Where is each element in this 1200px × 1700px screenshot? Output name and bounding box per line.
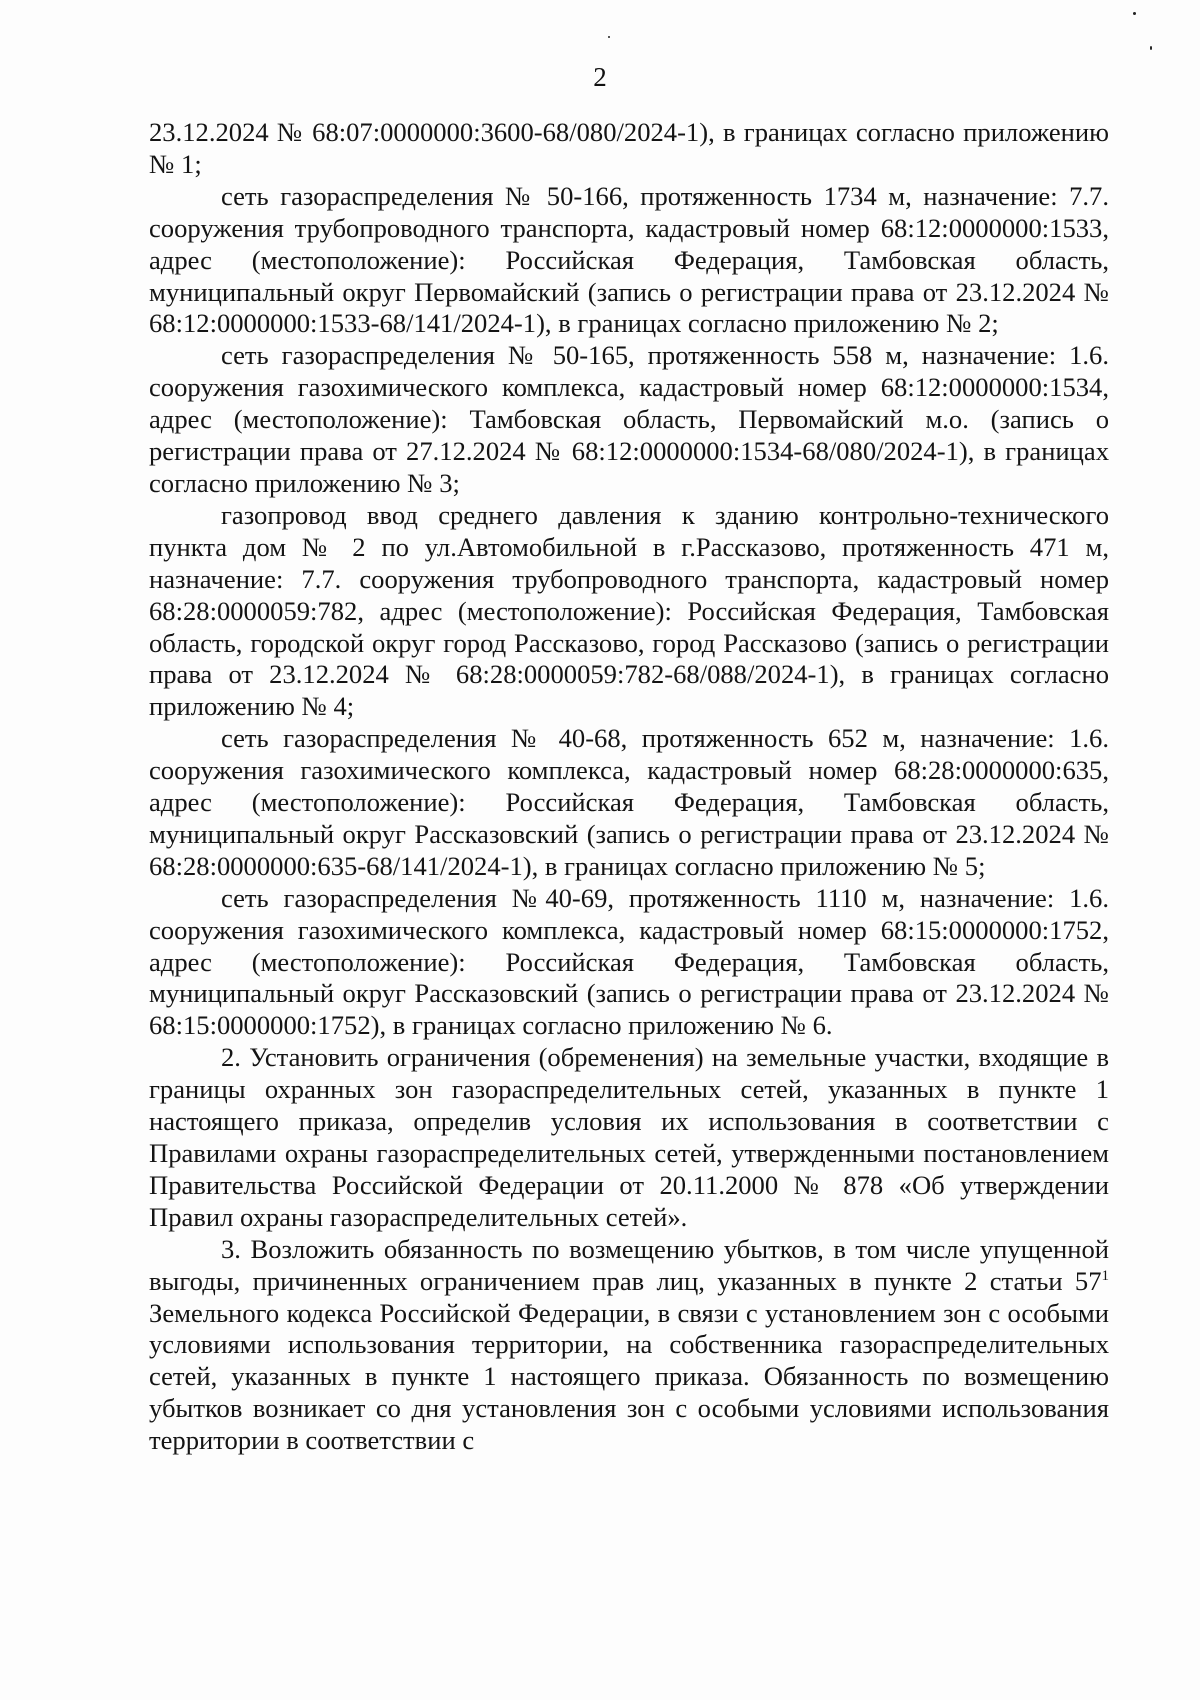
article-superscript: 1 [1101, 1267, 1109, 1284]
clause-3-text-end: Земельного кодекса Российской Федерации, в связи с установлением зон с особыми условиями использования территории, на собственника газораспределительных сетей, указанных в пункте 1 настоящего приказа. Обязанность по возмещению убытков возникает со дня установления зон с особыми условиями использования территории в соответствии с [149, 1297, 1109, 1456]
page-number: 2 [593, 62, 607, 92]
clause-3-text-start: 3. Возложить обязанность по возмещению убытков, в том числе упущенной выгоды, причиненных ограничением прав лиц, указанных в пункте 2 статьи 57 [149, 1233, 1109, 1296]
paragraph-clause-3 [149, 1234, 1109, 1457]
scan-speck [1133, 12, 1136, 15]
paragraph-gas-network-40-69: сеть газораспределения №40-69, протяженность 1110 м, назначение: 1.6. сооружения газохимического комплекса, кадастровый номер 68:15:0000000:1752, адрес (местоположение): Российская Федерация, Тамбовская область, муниципальный округ Рассказовский (запись о регистрации права от 23.12.2024 № 68:15:0000000:1752), в границах согласно приложению № 6. [149, 882, 1109, 1041]
document-body [149, 117, 1109, 1457]
paragraph-gas-network-40-68: сеть газораспределения № 40-68, протяженность 652 м, назначение: 1.6. сооружения газохимического комплекса, кадастровый номер 68:28:0000000:635, адрес (местоположение): Российская Федерация, Тамбовская область, муниципальный округ Рассказовский (запись о регистрации права от 23.12.2024 № 68:28:0000000:635-68/141/2024-1), в границах согласно приложению № 5; [149, 723, 1109, 881]
paragraph-continuation: 23.12.2024 № 68:07:0000000:3600-68/080/2024-1), в границах согласно приложению № 1; [149, 117, 1109, 179]
scan-speck [1150, 46, 1152, 50]
paragraph-clause-2: 2. Установить ограничения (обременения) на земельные участки, входящие в границы охранных зон газораспределительных сетей, указанных в пункте 1 настоящего приказа, определив условия их использования в соответствии с Правилами охраны газораспределительных сетей, утвержденными постановлением Правительства Российской Федерации от 20.11.2000 № 878 «Об утверждении Правил охраны газораспределительных сетей». [149, 1042, 1109, 1232]
paragraph-gas-pipeline-rasskazovo: газопровод ввод среднего давления к зданию контрольно-технического пункта дом № 2 по ул.Автомобильной в г.Рассказово, протяженность 471 м, назначение: 7.7. сооружения трубопроводного транспорта, кадастровый номер 68:28:0000059:782, адрес (местоположение): Российская Федерация, Тамбовская область, городской округ город Рассказово, город Рассказово (запись о регистрации права от 23.12.2024 № 68:28:0000059:782-68/088/2024-1), в границах согласно приложению № 4; [149, 499, 1109, 722]
scan-speck [608, 36, 610, 38]
paragraph-gas-network-50-165: сеть газораспределения № 50-165, протяженность 558 м, назначение: 1.6. сооружения газохимического комплекса, кадастровый номер 68:12:0000000:1534, адрес (местоположение): Тамбовская область, Первомайский м.о. (запись о регистрации права от 27.12.2024 № 68:12:0000000:1534-68/080/2024-1), в границах согласно приложению № 3; [149, 340, 1109, 498]
paragraph-gas-network-50-166: сеть газораспределения № 50-166, протяженность 1734 м, назначение: 7.7. сооружения трубопроводного транспорта, кадастровый номер 68:12:0000000:1533, адрес (местоположение): Российская Федерация, Тамбовская область, муниципальный округ Первомайский (запись о регистрации права от 23.12.2024 № 68:12:0000000:1533-68/141/2024-1), в границах согласно приложению № 2; [149, 180, 1109, 339]
